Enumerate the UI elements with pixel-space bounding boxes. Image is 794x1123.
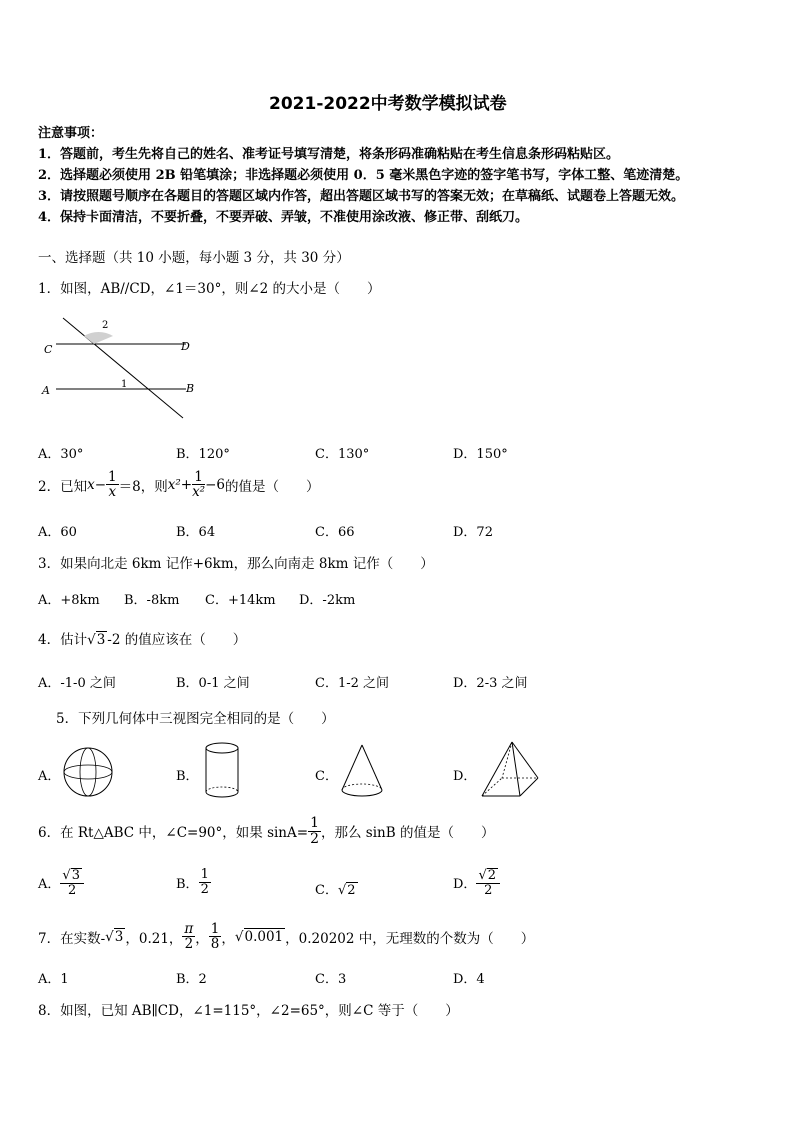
question-2-option-c: C．66 bbox=[315, 525, 355, 540]
question-3-option-c: C．+14km bbox=[205, 593, 276, 608]
question-8-stem: 8．如图，已知 AB∥CD，∠1=115°，∠2=65°，则∠C 等于（ ） bbox=[38, 1003, 459, 1019]
question-4-option-b: B．0-1 之间 bbox=[176, 676, 250, 691]
question-6-option-a: A． $\frac{√3}{2}$ bbox=[38, 868, 84, 897]
question-1-option-b: B．120° bbox=[176, 447, 230, 462]
question-4-stem: 4．估计√3 -2 的值应该在（ ） bbox=[38, 632, 247, 648]
question-4-option-a: A．-1-0 之间 bbox=[38, 676, 116, 691]
fraction-1-over-x: $\frac{1}{x}$ bbox=[108, 469, 117, 501]
question-3-option-b: B．-8km bbox=[124, 593, 180, 608]
notice-item-4: 4．保持卡面清洁，不要折叠，不要弄破、弄皱，不准使用涂改液、修正带、刮纸刀。 bbox=[38, 210, 529, 225]
fraction-1-over-8: $\frac{1}{8}$ bbox=[210, 921, 220, 953]
notice-item-1: 1．答题前，考生先将自己的姓名、准考证号填写清楚，将条形码准确粘贴在考生信息条形码粘贴区。 bbox=[38, 147, 620, 162]
cylinder-icon bbox=[200, 740, 244, 802]
label-angle-2: 2 bbox=[102, 320, 109, 331]
question-2-option-b: B．64 bbox=[176, 525, 216, 540]
fraction-pi-over-2: $\frac{\pi}{2}$ bbox=[184, 921, 194, 953]
question-6-option-d: D． $\frac{√2}{2}$ bbox=[453, 868, 500, 897]
question-5-option-c: C． bbox=[315, 769, 338, 784]
cone-icon bbox=[338, 742, 386, 802]
question-2-option-d: D．72 bbox=[453, 525, 493, 540]
question-5-option-d: D． bbox=[453, 769, 477, 784]
radical-sign: √ bbox=[87, 632, 96, 648]
question-7-option-c: C．3 bbox=[315, 972, 347, 987]
question-7-option-b: B．2 bbox=[176, 972, 207, 987]
section-heading: 一、选择题（共 10 小题，每小题 3 分，共 30 分） bbox=[38, 250, 350, 266]
question-4-option-d: D．2-3 之间 bbox=[453, 676, 528, 691]
notice-heading: 注意事项： bbox=[38, 126, 104, 141]
question-7-option-d: D．4 bbox=[453, 972, 485, 987]
question-3-option-d: D．-2km bbox=[299, 593, 356, 608]
sphere-icon bbox=[60, 744, 116, 800]
question-1-option-a: A．30° bbox=[38, 447, 84, 462]
question-3-stem: 3．如果向北走 6km 记作+6km，那么向南走 8km 记作（ ） bbox=[38, 556, 434, 572]
page-title: 2021-2022中考数学模拟试卷 bbox=[269, 94, 507, 114]
question-1-stem: 1．如图，AB//CD，∠1＝30°，则∠2 的大小是（ ） bbox=[38, 281, 381, 297]
question-6-option-b: B． $\frac{1}{2}$ bbox=[176, 867, 209, 897]
pyramid-icon bbox=[476, 738, 542, 802]
fraction-1-over-2: $\frac{1}{2}$ bbox=[310, 815, 319, 847]
question-2-stem: 2．已知 x − $\frac{1}{x}$ ＝8，则 x² + $\frac{1}{\text{x²}}$ −6 的值是（ ） bbox=[38, 469, 320, 501]
question-1-option-d: D．150° bbox=[453, 447, 508, 462]
label-a: A bbox=[42, 384, 50, 397]
fraction-1-over-x-squared: $\frac{1}{\text{x²}}$ bbox=[192, 469, 206, 501]
question-6-option-c: C．√2 bbox=[315, 883, 356, 898]
label-c: C bbox=[44, 343, 53, 356]
question-1-figure bbox=[36, 312, 196, 424]
question-4-option-c: C．1-2 之间 bbox=[315, 676, 390, 691]
notice-item-2: 2．选择题必须使用 2B 铅笔填涂；非选择题必须使用 0．5 毫米黑色字迹的签字笔书写，字体工整、笔迹清楚。 bbox=[38, 168, 689, 183]
question-5-stem: 5．下列几何体中三视图完全相同的是（ ） bbox=[56, 711, 335, 727]
label-angle-1: 1 bbox=[121, 379, 128, 390]
question-2-option-a: A．60 bbox=[38, 525, 77, 540]
question-6-stem: 6．在 Rt△ABC 中，∠C=90°，如果 sinA= $\frac{1}{2}$ ，那么 sinB 的值是（ ） bbox=[38, 815, 495, 847]
question-7-stem: 7．在实数- √ 3 ，0.21， $\frac{\pi}{2}$ ， $\frac{1}{8}$ ， √ 0.001 ，0.20202 中，无理数的个数为（ ） bbox=[38, 921, 535, 953]
question-7-option-a: A．1 bbox=[38, 972, 69, 987]
label-b: B bbox=[186, 382, 195, 395]
notice-item-3: 3．请按照题号顺序在各题目的答题区域内作答，超出答题区域书写的答案无效；在草稿纸、试题卷上答题无效。 bbox=[38, 189, 685, 204]
question-5-option-b: B． bbox=[176, 769, 199, 784]
question-3-option-a: A．+8km bbox=[38, 593, 100, 608]
question-5-option-a: A． bbox=[38, 769, 61, 784]
question-1-option-c: C．130° bbox=[315, 447, 370, 462]
label-d: D bbox=[181, 340, 190, 353]
